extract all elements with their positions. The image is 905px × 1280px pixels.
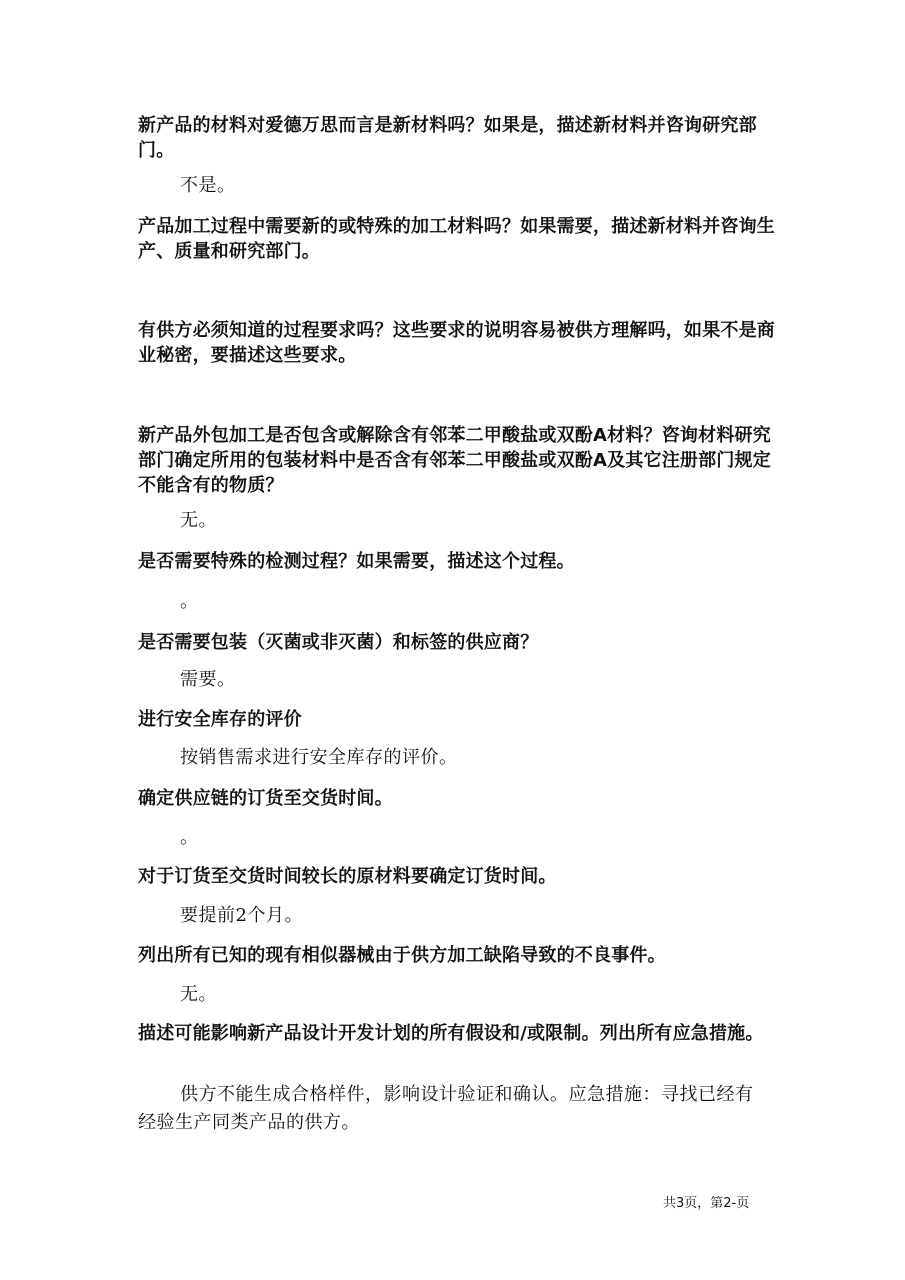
question-6: 是否需要包装（灭菌或非灭菌）和标签的供应商？ xyxy=(138,632,539,653)
answer-9: 要提前2个月。 xyxy=(180,905,303,926)
question-8: 确定供应链的订货至交货时间。 xyxy=(138,788,393,809)
question-1: 新产品的材料对爱德万思而言是新材料吗？如果是，描述新材料并咨询研究部门。 xyxy=(138,115,757,161)
question-11: 描述可能影响新产品设计开发计划的所有假设和/或限制。列出所有应急措施。 xyxy=(138,1023,764,1044)
question-9: 对于订货至交货时间较长的原材料要确定订货时间。 xyxy=(138,866,557,887)
question-4: 新产品外包加工是否包含或解除含有邻苯二甲酸盐或双酚A材料？咨询材料研究部门确定所用的包装材料中是否含有邻苯二甲酸盐或双酚A及其它注册部门规定不能含有的物质？ xyxy=(138,425,771,496)
answer-5: 。 xyxy=(180,591,199,612)
answer-11: 供方不能生成合格样件，影响设计验证和确认。应急措施：寻找已经有经验生产同类产品的供方。 xyxy=(138,1084,754,1133)
answer-4: 无。 xyxy=(180,510,217,531)
answer-1: 不是。 xyxy=(180,175,236,196)
answer-10: 无。 xyxy=(180,984,217,1005)
answer-7: 按销售需求进行安全库存的评价。 xyxy=(180,747,458,768)
question-5: 是否需要特殊的检测过程？如果需要，描述这个过程。 xyxy=(138,551,575,572)
page-number: 共3页，第2-页 xyxy=(663,1196,750,1211)
answer-8: 。 xyxy=(180,827,199,848)
question-10: 列出所有已知的现有相似器械由于供方加工缺陷导致的不良事件。 xyxy=(138,945,666,966)
answer-6: 需要。 xyxy=(180,669,236,690)
question-2: 产品加工过程中需要新的或特殊的加工材料吗？如果需要，描述新材料并咨询生产、质量和研究部门。 xyxy=(138,216,775,262)
question-7: 进行安全库存的评价 xyxy=(138,709,302,730)
question-3: 有供方必须知道的过程要求吗？这些要求的说明容易被供方理解吗，如果不是商业秘密，要描述这些要求。 xyxy=(138,320,775,366)
